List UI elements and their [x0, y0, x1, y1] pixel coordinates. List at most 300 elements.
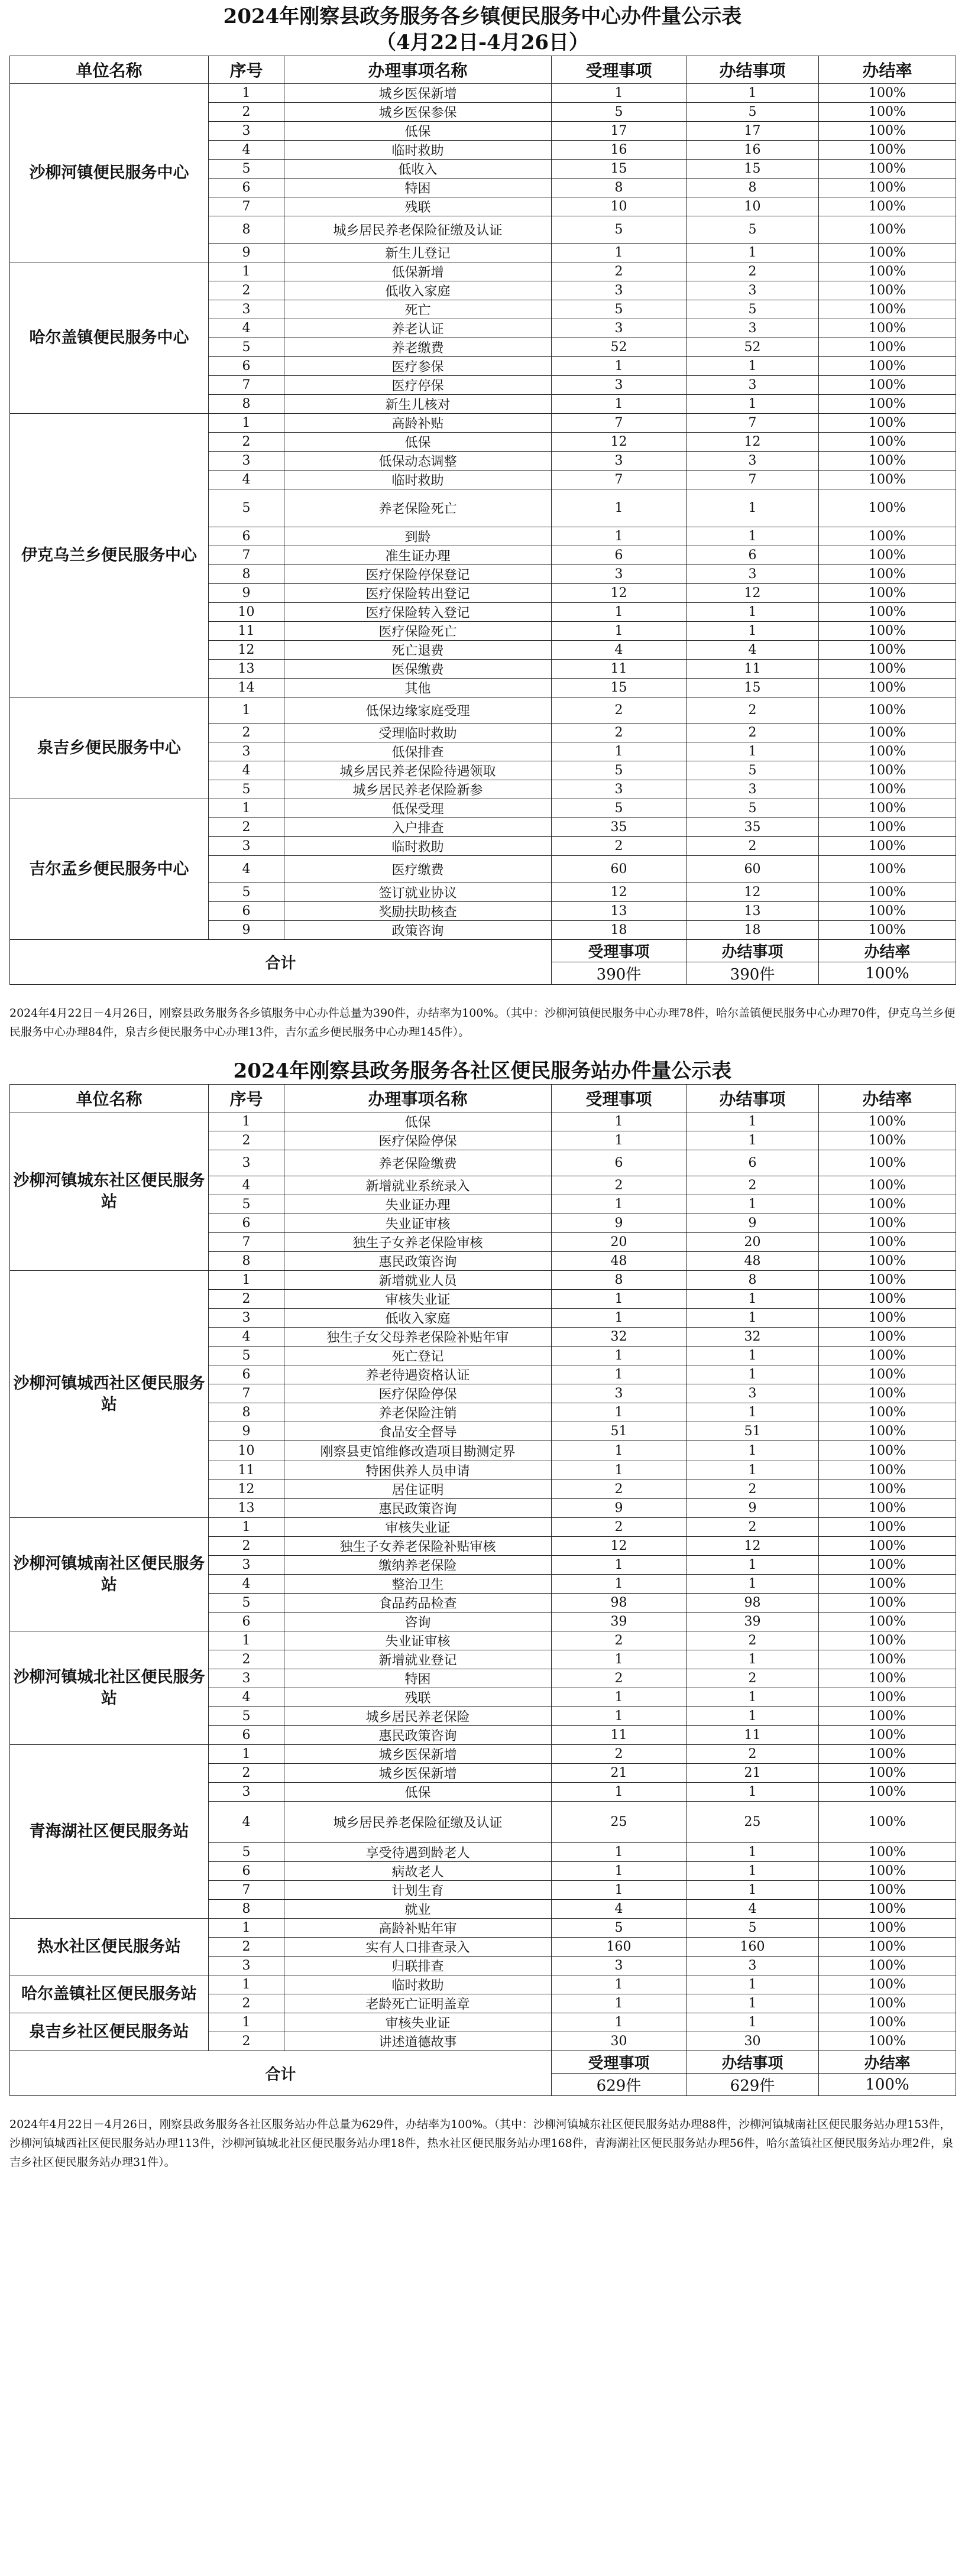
item-name-cell: 城乡医保新增 [284, 1745, 552, 1764]
accepted-cell: 2 [552, 697, 686, 724]
rate-cell: 100% [819, 141, 956, 160]
item-name-cell: 医疗缴费 [284, 856, 552, 883]
completed-cell: 1 [686, 1862, 819, 1881]
accepted-cell: 6 [552, 546, 686, 565]
seq-header: 序号 [209, 56, 284, 84]
rate-cell: 100% [819, 1290, 956, 1309]
table-row [10, 1919, 956, 1938]
rate-cell: 100% [819, 1707, 956, 1726]
completed-header: 办结事项 [686, 1085, 819, 1112]
rate-cell: 100% [819, 818, 956, 837]
rate-cell: 100% [819, 1669, 956, 1688]
rate-cell: 100% [819, 1862, 956, 1881]
rate-cell: 100% [819, 1403, 956, 1422]
rate-cell: 100% [819, 395, 956, 414]
accepted-cell: 1 [552, 1881, 686, 1900]
rate-cell: 100% [819, 376, 956, 395]
seq-cell: 10 [209, 603, 284, 622]
accepted-cell: 5 [552, 103, 686, 122]
seq-cell: 2 [209, 1537, 284, 1556]
seq-cell: 14 [209, 679, 284, 697]
item-name-cell: 就业 [284, 1900, 552, 1919]
item-name-cell: 养老认证 [284, 319, 552, 338]
table-row [10, 1518, 956, 1537]
completed-cell: 15 [686, 679, 819, 697]
completed-cell: 4 [686, 1900, 819, 1919]
seq-cell: 5 [209, 1843, 284, 1862]
accepted-cell: 20 [552, 1233, 686, 1252]
rate-cell: 100% [819, 1271, 956, 1290]
rate-cell: 100% [819, 160, 956, 179]
accepted-cell: 5 [552, 216, 686, 244]
accepted-cell: 1 [552, 1131, 686, 1150]
seq-cell: 2 [209, 281, 284, 300]
total-accepted-header: 受理事项 [552, 2051, 686, 2074]
item-name-cell: 临时救助 [284, 837, 552, 856]
item-name-cell: 计划生育 [284, 1881, 552, 1900]
accepted-cell: 1 [552, 1403, 686, 1422]
completed-cell: 1 [686, 1975, 819, 1994]
item-name-cell: 低保新增 [284, 262, 552, 281]
accepted-cell: 98 [552, 1594, 686, 1613]
completed-cell: 1 [686, 84, 819, 103]
total-accepted-value: 390件 [552, 962, 686, 985]
completed-cell: 98 [686, 1594, 819, 1613]
completed-cell: 20 [686, 1233, 819, 1252]
seq-cell: 8 [209, 216, 284, 244]
completed-cell: 1 [686, 1556, 819, 1575]
completed-cell: 30 [686, 2032, 819, 2051]
seq-cell: 8 [209, 395, 284, 414]
rate-cell: 100% [819, 584, 956, 603]
rate-cell: 100% [819, 1480, 956, 1499]
completed-cell: 3 [686, 452, 819, 471]
item-name-cell: 新生儿核对 [284, 395, 552, 414]
seq-cell: 8 [209, 1252, 284, 1271]
accepted-cell: 1 [552, 1347, 686, 1365]
seq-cell: 3 [209, 452, 284, 471]
accepted-cell: 1 [552, 395, 686, 414]
seq-cell: 7 [209, 197, 284, 216]
item-name-cell: 归联排查 [284, 1957, 552, 1975]
seq-cell: 3 [209, 837, 284, 856]
completed-cell: 1 [686, 2013, 819, 2032]
total-label: 合计 [10, 940, 552, 985]
completed-cell: 32 [686, 1328, 819, 1347]
unit-name-cell: 青海湖社区便民服务站 [10, 1745, 209, 1919]
seq-cell: 6 [209, 1862, 284, 1881]
seq-cell: 3 [209, 1669, 284, 1688]
rate-cell: 100% [819, 2013, 956, 2032]
rate-cell: 100% [819, 338, 956, 357]
rate-cell: 100% [819, 1112, 956, 1131]
seq-cell: 5 [209, 1195, 284, 1214]
unit-name-cell: 沙柳河镇城北社区便民服务站 [10, 1631, 209, 1745]
completed-cell: 9 [686, 1499, 819, 1518]
accepted-cell: 39 [552, 1613, 686, 1631]
seq-cell: 5 [209, 883, 284, 902]
item-name-cell: 缴纳养老保险 [284, 1556, 552, 1575]
item-name-cell: 低保边缘家庭受理 [284, 697, 552, 724]
rate-cell: 100% [819, 603, 956, 622]
rate-cell: 100% [819, 1309, 956, 1328]
item-name-cell: 奖励扶助核查 [284, 902, 552, 921]
accepted-cell: 5 [552, 300, 686, 319]
completed-cell: 1 [686, 489, 819, 527]
accepted-header: 受理事项 [552, 1085, 686, 1112]
rate-cell: 100% [819, 679, 956, 697]
accepted-cell: 1 [552, 1994, 686, 2013]
rate-cell: 100% [819, 244, 956, 262]
accepted-cell: 2 [552, 1176, 686, 1195]
completed-cell: 12 [686, 433, 819, 452]
unit-name-cell: 吉尔孟乡便民服务中心 [10, 799, 209, 940]
completed-cell: 5 [686, 300, 819, 319]
unit-header: 单位名称 [10, 56, 209, 84]
accepted-cell: 12 [552, 1537, 686, 1556]
item-name-cell: 失业证审核 [284, 1214, 552, 1233]
item-name-cell: 准生证办理 [284, 546, 552, 565]
item-name-cell: 低收入家庭 [284, 1309, 552, 1328]
completed-cell: 51 [686, 1422, 819, 1441]
total-row [10, 2051, 956, 2074]
completed-cell: 15 [686, 160, 819, 179]
completed-cell: 8 [686, 179, 819, 197]
accepted-cell: 9 [552, 1499, 686, 1518]
rate-cell: 100% [819, 799, 956, 818]
seq-cell: 13 [209, 1499, 284, 1518]
item-name-cell: 医疗保险死亡 [284, 622, 552, 641]
accepted-cell: 1 [552, 1441, 686, 1461]
table-row [10, 1112, 956, 1131]
seq-cell: 1 [209, 84, 284, 103]
rate-cell: 100% [819, 1919, 956, 1938]
seq-cell: 1 [209, 1518, 284, 1537]
completed-cell: 35 [686, 818, 819, 837]
total-completed-header: 办结事项 [686, 2051, 819, 2074]
seq-cell: 1 [209, 2013, 284, 2032]
rate-cell: 100% [819, 1131, 956, 1150]
item-name-cell: 城乡居民养老保险待遇领取 [284, 761, 552, 780]
completed-cell: 1 [686, 1195, 819, 1214]
item-name-cell: 特困供养人员申请 [284, 1461, 552, 1480]
seq-cell: 4 [209, 1575, 284, 1594]
accepted-cell: 1 [552, 1195, 686, 1214]
item-name-cell: 惠民政策咨询 [284, 1499, 552, 1518]
completed-cell: 1 [686, 357, 819, 376]
item-header: 办理事项名称 [284, 1085, 552, 1112]
accepted-cell: 5 [552, 761, 686, 780]
total-rate-header: 办结率 [819, 2051, 956, 2074]
seq-cell: 1 [209, 1745, 284, 1764]
item-name-cell: 刚察县吏馆维修改造项目勘测定界 [284, 1441, 552, 1461]
completed-cell: 5 [686, 761, 819, 780]
accepted-cell: 48 [552, 1252, 686, 1271]
seq-cell: 1 [209, 1112, 284, 1131]
completed-cell: 1 [686, 1881, 819, 1900]
accepted-cell: 1 [552, 489, 686, 527]
accepted-cell: 1 [552, 1650, 686, 1669]
item-name-cell: 临时救助 [284, 1975, 552, 1994]
accepted-cell: 2 [552, 1631, 686, 1650]
item-name-cell: 高龄补贴 [284, 414, 552, 433]
item-name-cell: 讲述道德故事 [284, 2032, 552, 2051]
completed-cell: 1 [686, 1994, 819, 2013]
rate-cell: 100% [819, 1537, 956, 1556]
seq-cell: 6 [209, 357, 284, 376]
rate-cell: 100% [819, 1650, 956, 1669]
accepted-cell: 9 [552, 1214, 686, 1233]
completed-cell: 1 [686, 1290, 819, 1309]
table-row [10, 262, 956, 281]
accepted-cell: 25 [552, 1802, 686, 1843]
rate-cell: 100% [819, 527, 956, 546]
rate-cell: 100% [819, 1499, 956, 1518]
completed-cell: 9 [686, 1214, 819, 1233]
rate-cell: 100% [819, 281, 956, 300]
rate-cell: 100% [819, 1575, 956, 1594]
accepted-cell: 1 [552, 1290, 686, 1309]
completed-cell: 25 [686, 1802, 819, 1843]
seq-cell: 1 [209, 697, 284, 724]
item-name-cell: 养老保险注销 [284, 1403, 552, 1422]
item-name-cell: 医疗保险停保 [284, 1384, 552, 1403]
seq-cell: 2 [209, 1131, 284, 1150]
rate-cell: 100% [819, 103, 956, 122]
accepted-cell: 2 [552, 1518, 686, 1537]
accepted-cell: 1 [552, 2013, 686, 2032]
accepted-cell: 1 [552, 1975, 686, 1994]
seq-cell: 2 [209, 1290, 284, 1309]
seq-cell: 6 [209, 1726, 284, 1745]
rate-header: 办结率 [819, 56, 956, 84]
seq-cell: 2 [209, 818, 284, 837]
accepted-cell: 2 [552, 262, 686, 281]
table-row [10, 414, 956, 433]
completed-cell: 60 [686, 856, 819, 883]
seq-cell: 3 [209, 122, 284, 141]
completed-cell: 1 [686, 622, 819, 641]
total-rate-value: 100% [819, 962, 956, 985]
header-row [10, 56, 956, 84]
completed-cell: 39 [686, 1613, 819, 1631]
item-name-cell: 高龄补贴年审 [284, 1919, 552, 1938]
item-name-cell: 城乡医保参保 [284, 103, 552, 122]
seq-cell: 5 [209, 1594, 284, 1613]
rate-cell: 100% [819, 1384, 956, 1403]
rate-cell: 100% [819, 471, 956, 489]
seq-cell: 2 [209, 1938, 284, 1957]
section1-note: 2024年4月22日－4月26日，刚察县政务服务各乡镇服务中心办件总量为390件，办结率为100%。（其中：沙柳河镇便民服务中心办理78件，哈尔盖镇便民服务中心办理70件，伊克乌兰乡便民服务中心办理84件，泉吉乡便民服务中心办理13件，吉尔孟乡便民服务中心办理145件）。 [9, 1007, 956, 1039]
completed-cell: 5 [686, 103, 819, 122]
seq-cell: 6 [209, 179, 284, 197]
item-name-cell: 临时救助 [284, 471, 552, 489]
accepted-header: 受理事项 [552, 56, 686, 84]
completed-cell: 1 [686, 1403, 819, 1422]
rate-cell: 100% [819, 1726, 956, 1745]
section2-table [9, 1084, 956, 2096]
rate-cell: 100% [819, 300, 956, 319]
completed-cell: 6 [686, 1150, 819, 1176]
seq-cell: 2 [209, 1994, 284, 2013]
item-name-cell: 医疗参保 [284, 357, 552, 376]
seq-cell: 3 [209, 300, 284, 319]
seq-cell: 6 [209, 1214, 284, 1233]
rate-cell: 100% [819, 1150, 956, 1176]
item-name-cell: 医疗保险停保 [284, 1131, 552, 1150]
accepted-cell: 3 [552, 780, 686, 799]
rate-cell: 100% [819, 1957, 956, 1975]
seq-header: 序号 [209, 1085, 284, 1112]
item-name-cell: 低保排查 [284, 742, 552, 761]
seq-cell: 5 [209, 1347, 284, 1365]
unit-name-cell: 沙柳河镇城南社区便民服务站 [10, 1518, 209, 1631]
seq-cell: 3 [209, 1957, 284, 1975]
seq-cell: 8 [209, 565, 284, 584]
completed-cell: 3 [686, 780, 819, 799]
rate-cell: 100% [819, 1613, 956, 1631]
completed-cell: 12 [686, 1537, 819, 1556]
seq-cell: 4 [209, 761, 284, 780]
accepted-cell: 10 [552, 197, 686, 216]
table-row [10, 1271, 956, 1290]
accepted-cell: 1 [552, 1461, 686, 1480]
accepted-cell: 4 [552, 1900, 686, 1919]
accepted-cell: 17 [552, 122, 686, 141]
item-name-cell: 其他 [284, 679, 552, 697]
section2-note: 2024年4月22日－4月26日，刚察县政务服务各社区服务站办件总量为629件，办结率为100%。（其中：沙柳河镇城东社区便民服务站办理88件，沙柳河镇城南社区便民服务站办理153件，沙柳河镇城西社区便民服务站办理113件，沙柳河镇城北社区便民服务站办理18件，热水社区便民服务站办理168件，青海湖社区便民服务站办理56件，哈尔盖镇社区便民服务站办理2件，泉吉乡社区便民服务站办理31件）。 [9, 2118, 953, 2169]
seq-cell: 4 [209, 319, 284, 338]
seq-cell: 3 [209, 1309, 284, 1328]
accepted-cell: 1 [552, 1707, 686, 1726]
item-name-cell: 食品安全督导 [284, 1422, 552, 1441]
item-name-cell: 医疗保险转入登记 [284, 603, 552, 622]
completed-cell: 11 [686, 1726, 819, 1745]
seq-cell: 1 [209, 1271, 284, 1290]
rate-cell: 100% [819, 1745, 956, 1764]
seq-cell: 3 [209, 1556, 284, 1575]
table-row [10, 799, 956, 818]
rate-cell: 100% [819, 1843, 956, 1862]
rate-cell: 100% [819, 724, 956, 742]
item-name-cell: 城乡医保新增 [284, 84, 552, 103]
rate-cell: 100% [819, 1688, 956, 1707]
rate-cell: 100% [819, 84, 956, 103]
total-accepted-header: 受理事项 [552, 940, 686, 962]
seq-cell: 9 [209, 584, 284, 603]
completed-cell: 1 [686, 1575, 819, 1594]
total-completed-value: 629件 [686, 2074, 819, 2096]
completed-cell: 1 [686, 1461, 819, 1480]
unit-name-cell: 沙柳河镇便民服务中心 [10, 84, 209, 262]
completed-cell: 1 [686, 244, 819, 262]
item-name-cell: 整治卫生 [284, 1575, 552, 1594]
accepted-cell: 6 [552, 1150, 686, 1176]
accepted-cell: 5 [552, 1919, 686, 1938]
item-name-cell: 临时救助 [284, 141, 552, 160]
rate-cell: 100% [819, 1783, 956, 1802]
completed-cell: 2 [686, 1631, 819, 1650]
completed-cell: 1 [686, 1365, 819, 1384]
completed-cell: 13 [686, 902, 819, 921]
seq-cell: 11 [209, 1461, 284, 1480]
unit-name-cell: 泉吉乡便民服务中心 [10, 697, 209, 799]
item-name-cell: 惠民政策咨询 [284, 1252, 552, 1271]
rate-cell: 100% [819, 1556, 956, 1575]
item-name-cell: 低保 [284, 122, 552, 141]
rate-cell: 100% [819, 179, 956, 197]
seq-cell: 5 [209, 489, 284, 527]
rate-cell: 100% [819, 761, 956, 780]
accepted-cell: 3 [552, 319, 686, 338]
item-name-cell: 受理临时救助 [284, 724, 552, 742]
accepted-cell: 2 [552, 1480, 686, 1499]
seq-cell: 3 [209, 1783, 284, 1802]
rate-cell: 100% [819, 780, 956, 799]
accepted-cell: 12 [552, 433, 686, 452]
completed-cell: 17 [686, 122, 819, 141]
accepted-cell: 2 [552, 724, 686, 742]
seq-cell: 2 [209, 1764, 284, 1783]
completed-cell: 7 [686, 471, 819, 489]
seq-cell: 4 [209, 471, 284, 489]
table-row [10, 84, 956, 103]
rate-cell: 100% [819, 1594, 956, 1613]
completed-cell: 3 [686, 281, 819, 300]
item-name-cell: 老龄死亡证明盖章 [284, 1994, 552, 2013]
item-name-cell: 独生子女养老保险审核 [284, 1233, 552, 1252]
unit-name-cell: 沙柳河镇城西社区便民服务站 [10, 1271, 209, 1518]
section2-title: 2024年刚察县政务服务各社区便民服务站办件量公示表 [233, 1059, 732, 1083]
accepted-cell: 13 [552, 902, 686, 921]
table-row [10, 1631, 956, 1650]
accepted-cell: 8 [552, 1271, 686, 1290]
rate-cell: 100% [819, 122, 956, 141]
item-name-cell: 独生子女父母养老保险补贴年审 [284, 1328, 552, 1347]
accepted-cell: 16 [552, 141, 686, 160]
seq-cell: 6 [209, 527, 284, 546]
item-name-cell: 入户排查 [284, 818, 552, 837]
accepted-cell: 8 [552, 179, 686, 197]
completed-cell: 1 [686, 1650, 819, 1669]
completed-cell: 5 [686, 216, 819, 244]
accepted-cell: 1 [552, 527, 686, 546]
accepted-cell: 1 [552, 603, 686, 622]
rate-cell: 100% [819, 414, 956, 433]
seq-cell: 2 [209, 724, 284, 742]
seq-cell: 1 [209, 1631, 284, 1650]
item-name-cell: 政策咨询 [284, 921, 552, 940]
unit-name-cell: 泉吉乡社区便民服务站 [10, 2013, 209, 2051]
item-name-cell: 医疗保险转出登记 [284, 584, 552, 603]
rate-cell: 100% [819, 319, 956, 338]
item-name-cell: 养老缴费 [284, 338, 552, 357]
accepted-cell: 160 [552, 1938, 686, 1957]
accepted-cell: 1 [552, 1575, 686, 1594]
item-name-cell: 低保 [284, 1112, 552, 1131]
rate-cell: 100% [819, 1176, 956, 1195]
completed-cell: 1 [686, 1347, 819, 1365]
seq-cell: 2 [209, 2032, 284, 2051]
item-name-cell: 新增就业人员 [284, 1271, 552, 1290]
completed-cell: 1 [686, 1707, 819, 1726]
completed-cell: 2 [686, 1745, 819, 1764]
item-name-cell: 死亡退费 [284, 641, 552, 660]
rate-cell: 100% [819, 1900, 956, 1919]
item-name-cell: 新生儿登记 [284, 244, 552, 262]
item-name-cell: 审核失业证 [284, 1518, 552, 1537]
accepted-cell: 60 [552, 856, 686, 883]
